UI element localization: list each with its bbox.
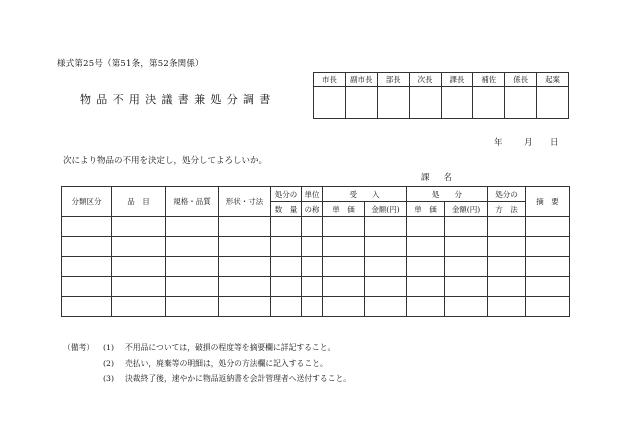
col-spec: 規格・品質 [166, 187, 219, 217]
section-label-char: 課 [421, 173, 430, 183]
table-cell[interactable] [365, 237, 407, 257]
table-cell[interactable] [526, 257, 570, 277]
note-number: (2) [103, 358, 115, 368]
table-cell[interactable] [219, 217, 271, 237]
table-cell[interactable] [112, 277, 166, 297]
stamp-cell[interactable] [441, 87, 473, 119]
approval-deputy-mayor: 副市長 [345, 73, 377, 87]
note-number: (3) [103, 374, 115, 383]
table-cell[interactable] [445, 217, 488, 237]
table-cell[interactable] [445, 297, 488, 317]
table-cell[interactable] [302, 237, 323, 257]
col-receipt: 受 入 [323, 187, 407, 202]
notes-label: （備考） [63, 343, 95, 352]
table-cell[interactable] [271, 257, 302, 277]
approval-stamp-row [314, 87, 569, 119]
table-cell[interactable] [407, 217, 445, 237]
approval-director: 部長 [377, 73, 409, 87]
table-cell[interactable] [407, 297, 445, 317]
table-cell[interactable] [323, 217, 365, 237]
table-cell[interactable] [526, 237, 570, 257]
note-text: 売払い，廃棄等の明細は，処分の方法欄に記入すること。 [125, 358, 328, 368]
table-cell[interactable] [302, 297, 323, 317]
table-cell[interactable] [445, 257, 488, 277]
stamp-cell[interactable] [537, 87, 569, 119]
approval-header-row [314, 73, 569, 87]
stamp-cell[interactable] [505, 87, 537, 119]
section-name-label [421, 171, 466, 183]
table-cell[interactable] [166, 277, 219, 297]
stamp-cell[interactable] [345, 87, 377, 119]
table-cell[interactable] [365, 297, 407, 317]
table-cell[interactable] [488, 237, 526, 257]
table-cell[interactable] [323, 237, 365, 257]
table-cell[interactable] [62, 297, 112, 317]
table-cell[interactable] [166, 237, 219, 257]
table-cell[interactable] [365, 277, 407, 297]
col-receipt-price: 単 価 [323, 202, 365, 217]
approval-deputy-director: 次長 [409, 73, 441, 87]
col-summary: 摘 要 [526, 187, 570, 217]
col-disposal-amount: 金額(円) [445, 202, 488, 217]
note-row [63, 371, 351, 387]
table-cell[interactable] [166, 257, 219, 277]
table-cell[interactable] [526, 277, 570, 297]
table-cell[interactable] [323, 277, 365, 297]
table-cell[interactable] [62, 237, 112, 257]
table-cell[interactable] [323, 297, 365, 317]
table-cell[interactable] [407, 257, 445, 277]
table-cell[interactable] [302, 217, 323, 237]
approval-mayor: 市長 [314, 73, 346, 87]
items-table [61, 186, 570, 317]
col-method-bottom: 方 法 [488, 202, 526, 217]
col-disposal-qty-bottom: 数 量 [271, 202, 302, 217]
col-shape: 形状・寸法 [219, 187, 271, 217]
section-label-char: 名 [443, 173, 453, 183]
table-cell[interactable] [302, 257, 323, 277]
table-cell[interactable] [365, 217, 407, 237]
table-cell[interactable] [219, 257, 271, 277]
table-cell[interactable] [62, 257, 112, 277]
table-row [62, 237, 570, 257]
table-cell[interactable] [219, 297, 271, 317]
table-cell[interactable] [112, 237, 166, 257]
col-unit-bottom: の称 [302, 202, 323, 217]
table-cell[interactable] [62, 217, 112, 237]
table-cell[interactable] [488, 257, 526, 277]
date-year-label: 年 [494, 138, 503, 148]
col-disposal-price: 単 価 [407, 202, 445, 217]
date-day-label: 日 [550, 138, 559, 148]
table-cell[interactable] [271, 277, 302, 297]
stamp-cell[interactable] [377, 87, 409, 119]
note-text: 不用品については，破損の程度等を摘要欄に詳記すること。 [125, 343, 336, 352]
table-cell[interactable] [166, 217, 219, 237]
stamp-cell[interactable] [473, 87, 505, 119]
col-method-top: 処分の [488, 187, 526, 202]
notes-section [63, 340, 351, 387]
table-cell[interactable] [488, 217, 526, 237]
col-unit-top: 単位 [302, 187, 323, 202]
approval-subsection-chief: 係長 [505, 73, 537, 87]
note-row [63, 356, 351, 372]
col-item: 品 目 [112, 187, 166, 217]
table-cell[interactable] [488, 277, 526, 297]
table-row [62, 217, 570, 237]
table-row [62, 257, 570, 277]
table-cell[interactable] [112, 217, 166, 237]
document-title: 物品不用決議書兼処分調書 [80, 93, 276, 106]
col-category: 分類区分 [62, 187, 112, 217]
table-cell[interactable] [271, 217, 302, 237]
date-month-label: 月 [524, 138, 533, 148]
stamp-cell[interactable] [314, 87, 346, 119]
table-cell[interactable] [488, 297, 526, 317]
table-cell[interactable] [445, 277, 488, 297]
table-cell[interactable] [112, 257, 166, 277]
stamp-cell[interactable] [409, 87, 441, 119]
col-disposal-qty-top: 処分の [271, 187, 302, 202]
approval-stamp-table [313, 72, 569, 119]
form-number: 様式第25号（第51条，第52条関係） [57, 59, 204, 69]
table-cell[interactable] [271, 237, 302, 257]
table-cell[interactable] [323, 257, 365, 277]
table-cell[interactable] [407, 277, 445, 297]
col-receipt-amount: 金額(円) [365, 202, 407, 217]
table-cell[interactable] [219, 277, 271, 297]
table-cell[interactable] [219, 237, 271, 257]
table-cell[interactable] [62, 277, 112, 297]
note-number: (1) [103, 343, 115, 352]
approval-drafter: 起案 [537, 73, 569, 87]
table-cell[interactable] [166, 297, 219, 317]
table-row [62, 277, 570, 297]
table-cell[interactable] [302, 277, 323, 297]
table-cell[interactable] [526, 297, 570, 317]
table-cell[interactable] [112, 297, 166, 317]
note-text: 決裁終了後，速やかに物品返納書を会計管理者へ送付すること。 [125, 374, 352, 383]
table-cell[interactable] [407, 237, 445, 257]
table-cell[interactable] [526, 217, 570, 237]
table-cell[interactable] [365, 257, 407, 277]
header-row-1 [62, 187, 570, 202]
col-disposal: 処 分 [407, 187, 488, 202]
note-row [63, 340, 351, 356]
approval-assistant: 補佐 [473, 73, 505, 87]
table-cell[interactable] [271, 297, 302, 317]
table-cell[interactable] [445, 237, 488, 257]
approval-section-chief: 課長 [441, 73, 473, 87]
intro-text: 次により物品の不用を決定し，処分してよろしいか。 [63, 156, 268, 166]
table-row [62, 297, 570, 317]
